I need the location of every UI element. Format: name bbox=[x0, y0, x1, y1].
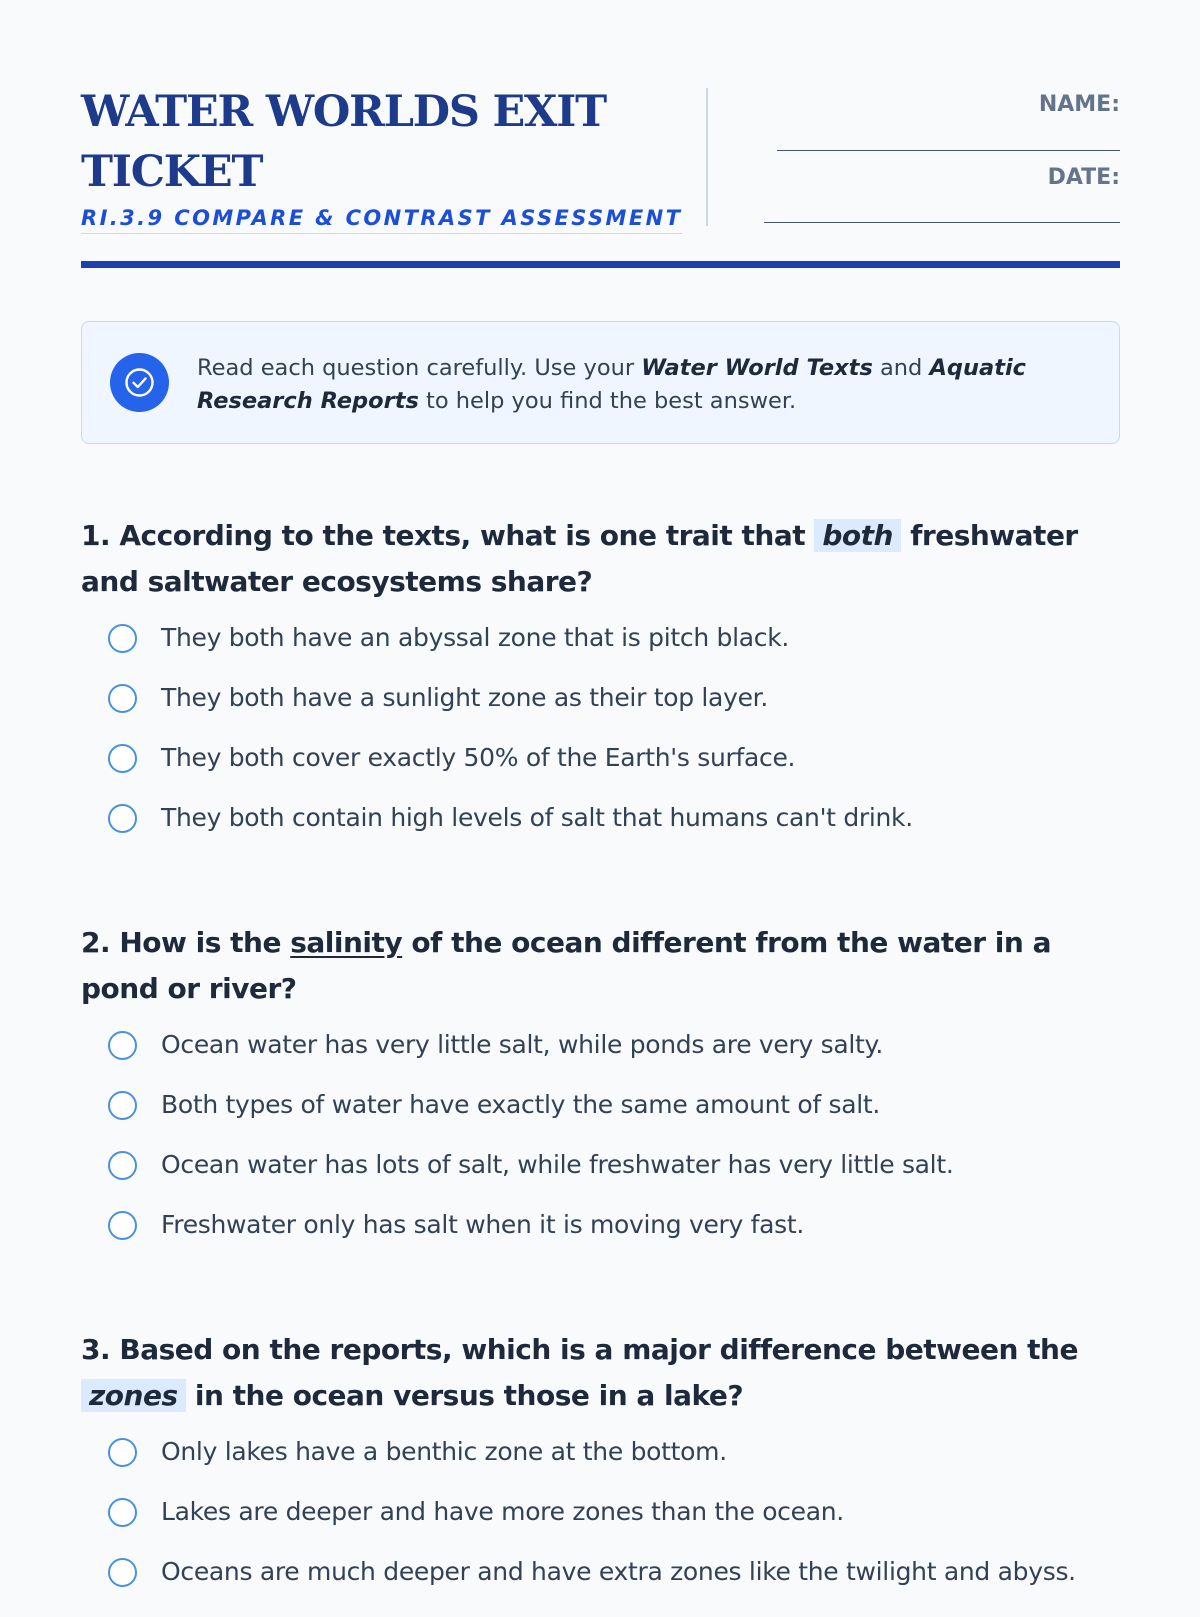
answer-option-c[interactable] bbox=[81, 1150, 1120, 1210]
answer-option-d[interactable] bbox=[81, 803, 1120, 863]
option-label: Freshwater only has salt when it is moving very fast. bbox=[161, 1210, 805, 1239]
check-circle-icon bbox=[110, 353, 169, 412]
option-label: They both have an abyssal zone that is pitch black. bbox=[161, 623, 790, 652]
radio-button[interactable] bbox=[108, 1558, 137, 1587]
answer-option-a[interactable] bbox=[81, 1437, 1120, 1497]
option-label: They both have a sunlight zone as their top layer. bbox=[161, 683, 768, 712]
answer-option-a[interactable] bbox=[81, 1030, 1120, 1090]
radio-button[interactable] bbox=[108, 1211, 137, 1240]
header-divider bbox=[706, 88, 708, 226]
question-2 bbox=[81, 920, 1120, 1270]
question-text bbox=[81, 920, 1120, 1012]
option-label: Lakes are deeper and have more zones than the ocean. bbox=[161, 1497, 844, 1526]
question-number: 1. bbox=[81, 519, 111, 552]
question-text-before: According to the texts, what is one trait that bbox=[119, 519, 815, 552]
instructions-mid: and bbox=[872, 355, 930, 381]
question-number: 2. bbox=[81, 926, 111, 959]
radio-button[interactable] bbox=[108, 624, 137, 653]
question-text bbox=[81, 513, 1120, 605]
answer-option-a[interactable] bbox=[81, 623, 1120, 683]
instructions-pre: Read each question carefully. Use your bbox=[197, 355, 642, 381]
answer-option-d[interactable] bbox=[81, 1210, 1120, 1270]
question-1 bbox=[81, 513, 1120, 863]
answer-option-c[interactable] bbox=[81, 743, 1120, 803]
page-subtitle: RI.3.9 COMPARE & CONTRAST ASSESSMENT bbox=[81, 204, 682, 234]
answer-option-c[interactable] bbox=[81, 1557, 1120, 1617]
question-number: 3. bbox=[81, 1333, 111, 1366]
instructions-text bbox=[197, 352, 1097, 418]
instructions-post: to help you find the best answer. bbox=[418, 388, 797, 414]
question-text-before: Based on the reports, which is a major difference between the bbox=[119, 1333, 1078, 1366]
question-text-after: of the ocean different from the water in a pond or river? bbox=[81, 926, 1051, 1005]
radio-button[interactable] bbox=[108, 1031, 137, 1060]
option-label: Both types of water have exactly the same amount of salt. bbox=[161, 1090, 881, 1119]
instructions-box bbox=[81, 321, 1120, 444]
option-label: Oceans are much deeper and have extra zones like the twilight and abyss. bbox=[161, 1557, 1076, 1586]
answer-option-b[interactable] bbox=[81, 1090, 1120, 1150]
question-3 bbox=[81, 1327, 1120, 1617]
radio-button[interactable] bbox=[108, 1091, 137, 1120]
option-label: They both contain high levels of salt that humans can't drink. bbox=[161, 803, 913, 832]
option-label: They both cover exactly 50% of the Earth's surface. bbox=[161, 743, 796, 772]
question-text-after: freshwater and saltwater ecosystems share? bbox=[81, 519, 1078, 598]
date-label: DATE: bbox=[1047, 165, 1120, 190]
radio-button[interactable] bbox=[108, 804, 137, 833]
radio-button[interactable] bbox=[108, 1498, 137, 1527]
answer-options bbox=[81, 1030, 1120, 1270]
header bbox=[81, 0, 1120, 268]
option-label: Ocean water has very little salt, while ponds are very salty. bbox=[161, 1030, 884, 1059]
question-text bbox=[81, 1327, 1120, 1419]
option-label: Only lakes have a benthic zone at the bottom. bbox=[161, 1437, 727, 1466]
exit-ticket-page bbox=[81, 0, 1120, 1586]
date-field[interactable] bbox=[764, 222, 1120, 223]
page-title: WATER WORLDS EXIT TICKET bbox=[81, 87, 606, 197]
question-emphasis: zones bbox=[81, 1379, 186, 1412]
question-text-before: How is the bbox=[119, 926, 291, 959]
radio-button[interactable] bbox=[108, 1151, 137, 1180]
radio-button[interactable] bbox=[108, 744, 137, 773]
name-label: NAME: bbox=[1038, 92, 1120, 117]
question-emphasis: both bbox=[814, 519, 901, 552]
header-rule bbox=[81, 261, 1120, 268]
answer-option-b[interactable] bbox=[81, 1497, 1120, 1557]
source-aquatic-research-reports: Aquatic Research Reports bbox=[197, 355, 1027, 414]
answer-option-b[interactable] bbox=[81, 683, 1120, 743]
question-emphasis: salinity bbox=[290, 926, 403, 959]
answer-options bbox=[81, 623, 1120, 863]
name-field[interactable] bbox=[777, 150, 1120, 151]
answer-options bbox=[81, 1437, 1120, 1617]
source-water-world-texts: Water World Texts bbox=[641, 355, 873, 381]
question-text-after: in the ocean versus those in a lake? bbox=[185, 1379, 744, 1412]
option-label: Ocean water has lots of salt, while freshwater has very little salt. bbox=[161, 1150, 954, 1179]
radio-button[interactable] bbox=[108, 1438, 137, 1467]
radio-button[interactable] bbox=[108, 684, 137, 713]
